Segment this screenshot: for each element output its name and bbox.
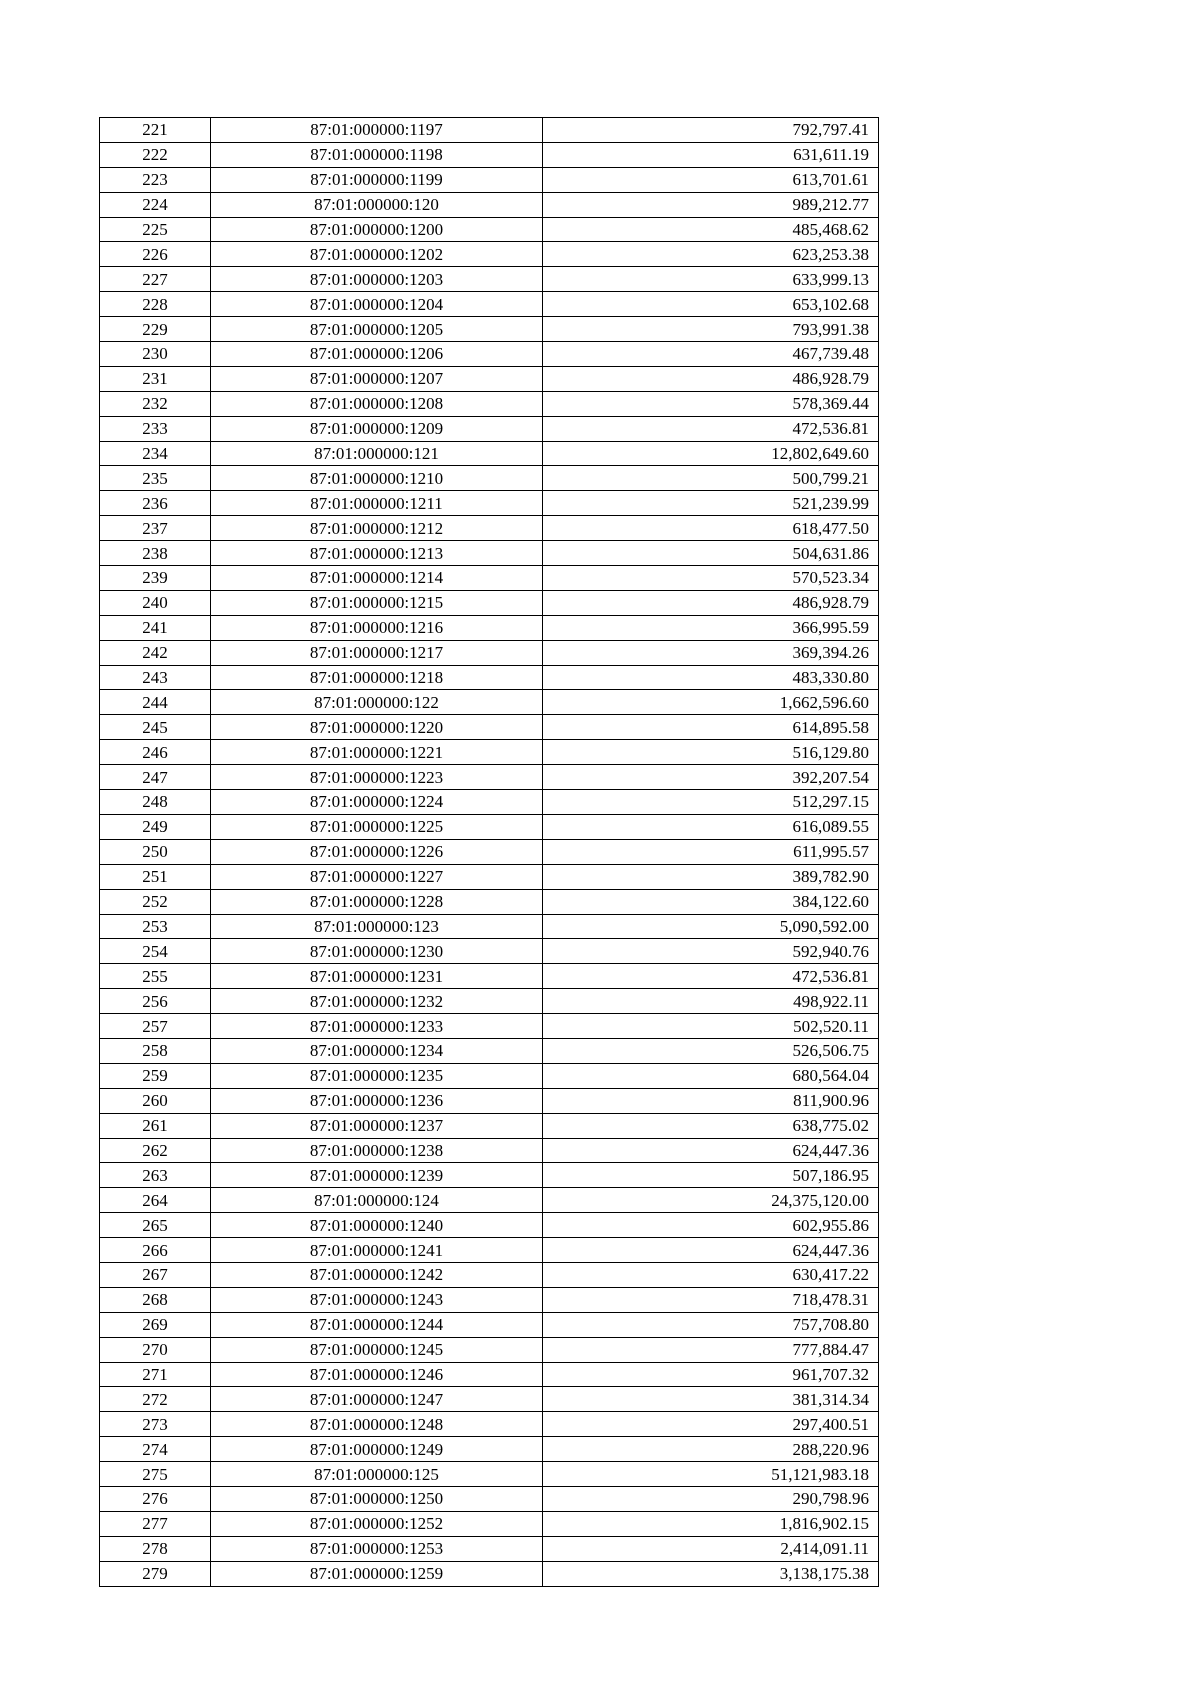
table-row — [100, 1188, 879, 1213]
table-row — [100, 1337, 879, 1362]
row-number-cell: 230 — [100, 342, 211, 367]
row-number-cell: 258 — [100, 1038, 211, 1063]
table-row — [100, 267, 879, 292]
cadastral-number-cell: 87:01:000000:1230 — [211, 939, 543, 964]
row-number-cell: 257 — [100, 1014, 211, 1039]
table-row — [100, 1138, 879, 1163]
value-cell: 792,797.41 — [543, 118, 879, 143]
table-row — [100, 1511, 879, 1536]
value-cell: 526,506.75 — [543, 1038, 879, 1063]
row-number-cell: 278 — [100, 1536, 211, 1561]
cadastral-number-cell: 87:01:000000:1244 — [211, 1312, 543, 1337]
cadastral-number-cell: 87:01:000000:1199 — [211, 167, 543, 192]
cadastral-number-cell: 87:01:000000:1248 — [211, 1412, 543, 1437]
table-row — [100, 118, 879, 143]
row-number-cell: 256 — [100, 989, 211, 1014]
table-row — [100, 1536, 879, 1561]
value-cell: 3,138,175.38 — [543, 1561, 879, 1586]
cadastral-number-cell: 87:01:000000:1221 — [211, 740, 543, 765]
cadastral-number-cell: 87:01:000000:123 — [211, 914, 543, 939]
cadastral-number-cell: 87:01:000000:1226 — [211, 839, 543, 864]
value-cell: 392,207.54 — [543, 765, 879, 790]
row-number-cell: 271 — [100, 1362, 211, 1387]
table-row — [100, 864, 879, 889]
cadastral-number-cell: 87:01:000000:1249 — [211, 1437, 543, 1462]
cadastral-number-cell: 87:01:000000:1227 — [211, 864, 543, 889]
value-cell: 389,782.90 — [543, 864, 879, 889]
row-number-cell: 246 — [100, 740, 211, 765]
table-row — [100, 292, 879, 317]
row-number-cell: 253 — [100, 914, 211, 939]
value-cell: 366,995.59 — [543, 615, 879, 640]
table-row — [100, 217, 879, 242]
value-cell: 623,253.38 — [543, 242, 879, 267]
cadastral-number-cell: 87:01:000000:1225 — [211, 814, 543, 839]
row-number-cell: 248 — [100, 790, 211, 815]
value-cell: 624,447.36 — [543, 1238, 879, 1263]
cadastral-number-cell: 87:01:000000:1228 — [211, 889, 543, 914]
cadastral-number-cell: 87:01:000000:1223 — [211, 765, 543, 790]
row-number-cell: 251 — [100, 864, 211, 889]
cadastral-number-cell: 87:01:000000:1232 — [211, 989, 543, 1014]
row-number-cell: 234 — [100, 441, 211, 466]
row-number-cell: 235 — [100, 466, 211, 491]
row-number-cell: 229 — [100, 317, 211, 342]
row-number-cell: 261 — [100, 1113, 211, 1138]
cadastral-number-cell: 87:01:000000:1202 — [211, 242, 543, 267]
row-number-cell: 236 — [100, 491, 211, 516]
value-cell: 618,477.50 — [543, 516, 879, 541]
table-row — [100, 615, 879, 640]
cadastral-number-cell: 87:01:000000:1198 — [211, 142, 543, 167]
value-cell: 516,129.80 — [543, 740, 879, 765]
row-number-cell: 276 — [100, 1486, 211, 1511]
table-row — [100, 516, 879, 541]
table-row — [100, 192, 879, 217]
row-number-cell: 264 — [100, 1188, 211, 1213]
value-cell: 369,394.26 — [543, 640, 879, 665]
table-row — [100, 391, 879, 416]
cadastral-number-cell: 87:01:000000:1246 — [211, 1362, 543, 1387]
table-row — [100, 790, 879, 815]
table-row — [100, 466, 879, 491]
cadastral-number-cell: 87:01:000000:1208 — [211, 391, 543, 416]
row-number-cell: 250 — [100, 839, 211, 864]
row-number-cell: 268 — [100, 1287, 211, 1312]
row-number-cell: 225 — [100, 217, 211, 242]
row-number-cell: 254 — [100, 939, 211, 964]
value-cell: 777,884.47 — [543, 1337, 879, 1362]
value-cell: 512,297.15 — [543, 790, 879, 815]
value-cell: 500,799.21 — [543, 466, 879, 491]
cadastral-number-cell: 87:01:000000:1243 — [211, 1287, 543, 1312]
value-cell: 757,708.80 — [543, 1312, 879, 1337]
cadastral-number-cell: 87:01:000000:1211 — [211, 491, 543, 516]
value-cell: 472,536.81 — [543, 964, 879, 989]
cadastral-number-cell: 87:01:000000:1205 — [211, 317, 543, 342]
row-number-cell: 228 — [100, 292, 211, 317]
cadastral-number-cell: 87:01:000000:1203 — [211, 267, 543, 292]
table-row — [100, 566, 879, 591]
cadastral-number-cell: 87:01:000000:1247 — [211, 1387, 543, 1412]
table-row — [100, 814, 879, 839]
table-row — [100, 1312, 879, 1337]
cadastral-number-cell: 87:01:000000:1213 — [211, 541, 543, 566]
value-cell: 631,611.19 — [543, 142, 879, 167]
table-row — [100, 1362, 879, 1387]
value-cell: 811,900.96 — [543, 1088, 879, 1113]
value-cell: 611,995.57 — [543, 839, 879, 864]
cadastral-number-cell: 87:01:000000:1239 — [211, 1163, 543, 1188]
value-cell: 384,122.60 — [543, 889, 879, 914]
cadastral-number-cell: 87:01:000000:1245 — [211, 1337, 543, 1362]
cadastral-number-cell: 87:01:000000:1214 — [211, 566, 543, 591]
cadastral-number-cell: 87:01:000000:1207 — [211, 366, 543, 391]
table-row — [100, 491, 879, 516]
cadastral-number-cell: 87:01:000000:1212 — [211, 516, 543, 541]
table-row — [100, 715, 879, 740]
cadastral-number-cell: 87:01:000000:1206 — [211, 342, 543, 367]
row-number-cell: 223 — [100, 167, 211, 192]
row-number-cell: 241 — [100, 615, 211, 640]
value-cell: 1,816,902.15 — [543, 1511, 879, 1536]
table-row — [100, 142, 879, 167]
row-number-cell: 260 — [100, 1088, 211, 1113]
row-number-cell: 247 — [100, 765, 211, 790]
table-row — [100, 1113, 879, 1138]
value-cell: 989,212.77 — [543, 192, 879, 217]
value-cell: 12,802,649.60 — [543, 441, 879, 466]
cadastral-number-cell: 87:01:000000:1220 — [211, 715, 543, 740]
value-cell: 24,375,120.00 — [543, 1188, 879, 1213]
table-row — [100, 1063, 879, 1088]
value-cell: 51,121,983.18 — [543, 1462, 879, 1487]
value-cell: 472,536.81 — [543, 416, 879, 441]
table-row — [100, 167, 879, 192]
row-number-cell: 272 — [100, 1387, 211, 1412]
table-row — [100, 1238, 879, 1263]
row-number-cell: 238 — [100, 541, 211, 566]
value-cell: 502,520.11 — [543, 1014, 879, 1039]
row-number-cell: 249 — [100, 814, 211, 839]
value-cell: 498,922.11 — [543, 989, 879, 1014]
value-cell: 602,955.86 — [543, 1213, 879, 1238]
value-cell: 485,468.62 — [543, 217, 879, 242]
cadastral-number-cell: 87:01:000000:1204 — [211, 292, 543, 317]
table-row — [100, 640, 879, 665]
value-cell: 613,701.61 — [543, 167, 879, 192]
table-body — [100, 118, 879, 1587]
cadastral-number-cell: 87:01:000000:1197 — [211, 118, 543, 143]
table-row — [100, 939, 879, 964]
row-number-cell: 277 — [100, 1511, 211, 1536]
value-cell: 5,090,592.00 — [543, 914, 879, 939]
cadastral-number-cell: 87:01:000000:1252 — [211, 1511, 543, 1536]
cadastral-number-cell: 87:01:000000:1218 — [211, 665, 543, 690]
value-cell: 297,400.51 — [543, 1412, 879, 1437]
cadastral-number-cell: 87:01:000000:1200 — [211, 217, 543, 242]
table-row — [100, 590, 879, 615]
value-cell: 578,369.44 — [543, 391, 879, 416]
value-cell: 793,991.38 — [543, 317, 879, 342]
table-row — [100, 242, 879, 267]
value-cell: 718,478.31 — [543, 1287, 879, 1312]
value-cell: 483,330.80 — [543, 665, 879, 690]
row-number-cell: 243 — [100, 665, 211, 690]
table-row — [100, 1561, 879, 1586]
row-number-cell: 233 — [100, 416, 211, 441]
table-row — [100, 1287, 879, 1312]
value-cell: 624,447.36 — [543, 1138, 879, 1163]
row-number-cell: 273 — [100, 1412, 211, 1437]
table-row — [100, 1412, 879, 1437]
value-cell: 614,895.58 — [543, 715, 879, 740]
row-number-cell: 263 — [100, 1163, 211, 1188]
table-row — [100, 914, 879, 939]
value-cell: 507,186.95 — [543, 1163, 879, 1188]
row-number-cell: 224 — [100, 192, 211, 217]
table-row — [100, 366, 879, 391]
row-number-cell: 259 — [100, 1063, 211, 1088]
cadastral-value-table — [99, 117, 879, 1587]
row-number-cell: 227 — [100, 267, 211, 292]
cadastral-number-cell: 87:01:000000:1217 — [211, 640, 543, 665]
table-row — [100, 1262, 879, 1287]
cadastral-number-cell: 87:01:000000:1216 — [211, 615, 543, 640]
value-cell: 630,417.22 — [543, 1262, 879, 1287]
table-row — [100, 1387, 879, 1412]
value-cell: 570,523.34 — [543, 566, 879, 591]
table-row — [100, 1462, 879, 1487]
row-number-cell: 265 — [100, 1213, 211, 1238]
value-cell: 680,564.04 — [543, 1063, 879, 1088]
row-number-cell: 226 — [100, 242, 211, 267]
row-number-cell: 245 — [100, 715, 211, 740]
table-row — [100, 740, 879, 765]
row-number-cell: 240 — [100, 590, 211, 615]
value-cell: 653,102.68 — [543, 292, 879, 317]
row-number-cell: 269 — [100, 1312, 211, 1337]
cadastral-number-cell: 87:01:000000:1238 — [211, 1138, 543, 1163]
row-number-cell: 255 — [100, 964, 211, 989]
table-row — [100, 1163, 879, 1188]
row-number-cell: 242 — [100, 640, 211, 665]
value-cell: 504,631.86 — [543, 541, 879, 566]
value-cell: 521,239.99 — [543, 491, 879, 516]
table-row — [100, 1014, 879, 1039]
cadastral-number-cell: 87:01:000000:1259 — [211, 1561, 543, 1586]
value-cell: 290,798.96 — [543, 1486, 879, 1511]
cadastral-number-cell: 87:01:000000:1240 — [211, 1213, 543, 1238]
row-number-cell: 274 — [100, 1437, 211, 1462]
cadastral-number-cell: 87:01:000000:1253 — [211, 1536, 543, 1561]
cadastral-number-cell: 87:01:000000:1235 — [211, 1063, 543, 1088]
value-cell: 2,414,091.11 — [543, 1536, 879, 1561]
table-row — [100, 541, 879, 566]
cadastral-number-cell: 87:01:000000:1215 — [211, 590, 543, 615]
value-cell: 288,220.96 — [543, 1437, 879, 1462]
cadastral-number-cell: 87:01:000000:124 — [211, 1188, 543, 1213]
cadastral-number-cell: 87:01:000000:1210 — [211, 466, 543, 491]
row-number-cell: 239 — [100, 566, 211, 591]
value-cell: 1,662,596.60 — [543, 690, 879, 715]
row-number-cell: 279 — [100, 1561, 211, 1586]
row-number-cell: 244 — [100, 690, 211, 715]
table-row — [100, 889, 879, 914]
cadastral-number-cell: 87:01:000000:1233 — [211, 1014, 543, 1039]
table-row — [100, 690, 879, 715]
cadastral-number-cell: 87:01:000000:1209 — [211, 416, 543, 441]
table-row — [100, 441, 879, 466]
table-row — [100, 964, 879, 989]
value-cell: 486,928.79 — [543, 366, 879, 391]
table-row — [100, 416, 879, 441]
value-cell: 633,999.13 — [543, 267, 879, 292]
cadastral-number-cell: 87:01:000000:125 — [211, 1462, 543, 1487]
row-number-cell: 231 — [100, 366, 211, 391]
row-number-cell: 275 — [100, 1462, 211, 1487]
row-number-cell: 252 — [100, 889, 211, 914]
table-row — [100, 1213, 879, 1238]
row-number-cell: 270 — [100, 1337, 211, 1362]
value-cell: 638,775.02 — [543, 1113, 879, 1138]
table-row — [100, 1486, 879, 1511]
table-row — [100, 1088, 879, 1113]
cadastral-number-cell: 87:01:000000:1242 — [211, 1262, 543, 1287]
cadastral-number-cell: 87:01:000000:1224 — [211, 790, 543, 815]
table-row — [100, 1437, 879, 1462]
row-number-cell: 267 — [100, 1262, 211, 1287]
row-number-cell: 237 — [100, 516, 211, 541]
row-number-cell: 222 — [100, 142, 211, 167]
value-cell: 592,940.76 — [543, 939, 879, 964]
cadastral-number-cell: 87:01:000000:1234 — [211, 1038, 543, 1063]
table-row — [100, 839, 879, 864]
value-cell: 616,089.55 — [543, 814, 879, 839]
cadastral-number-cell: 87:01:000000:122 — [211, 690, 543, 715]
cadastral-number-cell: 87:01:000000:1236 — [211, 1088, 543, 1113]
cadastral-number-cell: 87:01:000000:120 — [211, 192, 543, 217]
table-row — [100, 317, 879, 342]
cadastral-number-cell: 87:01:000000:1237 — [211, 1113, 543, 1138]
table-row — [100, 1038, 879, 1063]
row-number-cell: 232 — [100, 391, 211, 416]
row-number-cell: 221 — [100, 118, 211, 143]
cadastral-number-cell: 87:01:000000:1241 — [211, 1238, 543, 1263]
value-cell: 467,739.48 — [543, 342, 879, 367]
value-cell: 486,928.79 — [543, 590, 879, 615]
table-row — [100, 765, 879, 790]
table-row — [100, 342, 879, 367]
row-number-cell: 266 — [100, 1238, 211, 1263]
table-row — [100, 989, 879, 1014]
cadastral-number-cell: 87:01:000000:1231 — [211, 964, 543, 989]
cadastral-number-cell: 87:01:000000:121 — [211, 441, 543, 466]
cadastral-number-cell: 87:01:000000:1250 — [211, 1486, 543, 1511]
row-number-cell: 262 — [100, 1138, 211, 1163]
table-row — [100, 665, 879, 690]
value-cell: 961,707.32 — [543, 1362, 879, 1387]
value-cell: 381,314.34 — [543, 1387, 879, 1412]
